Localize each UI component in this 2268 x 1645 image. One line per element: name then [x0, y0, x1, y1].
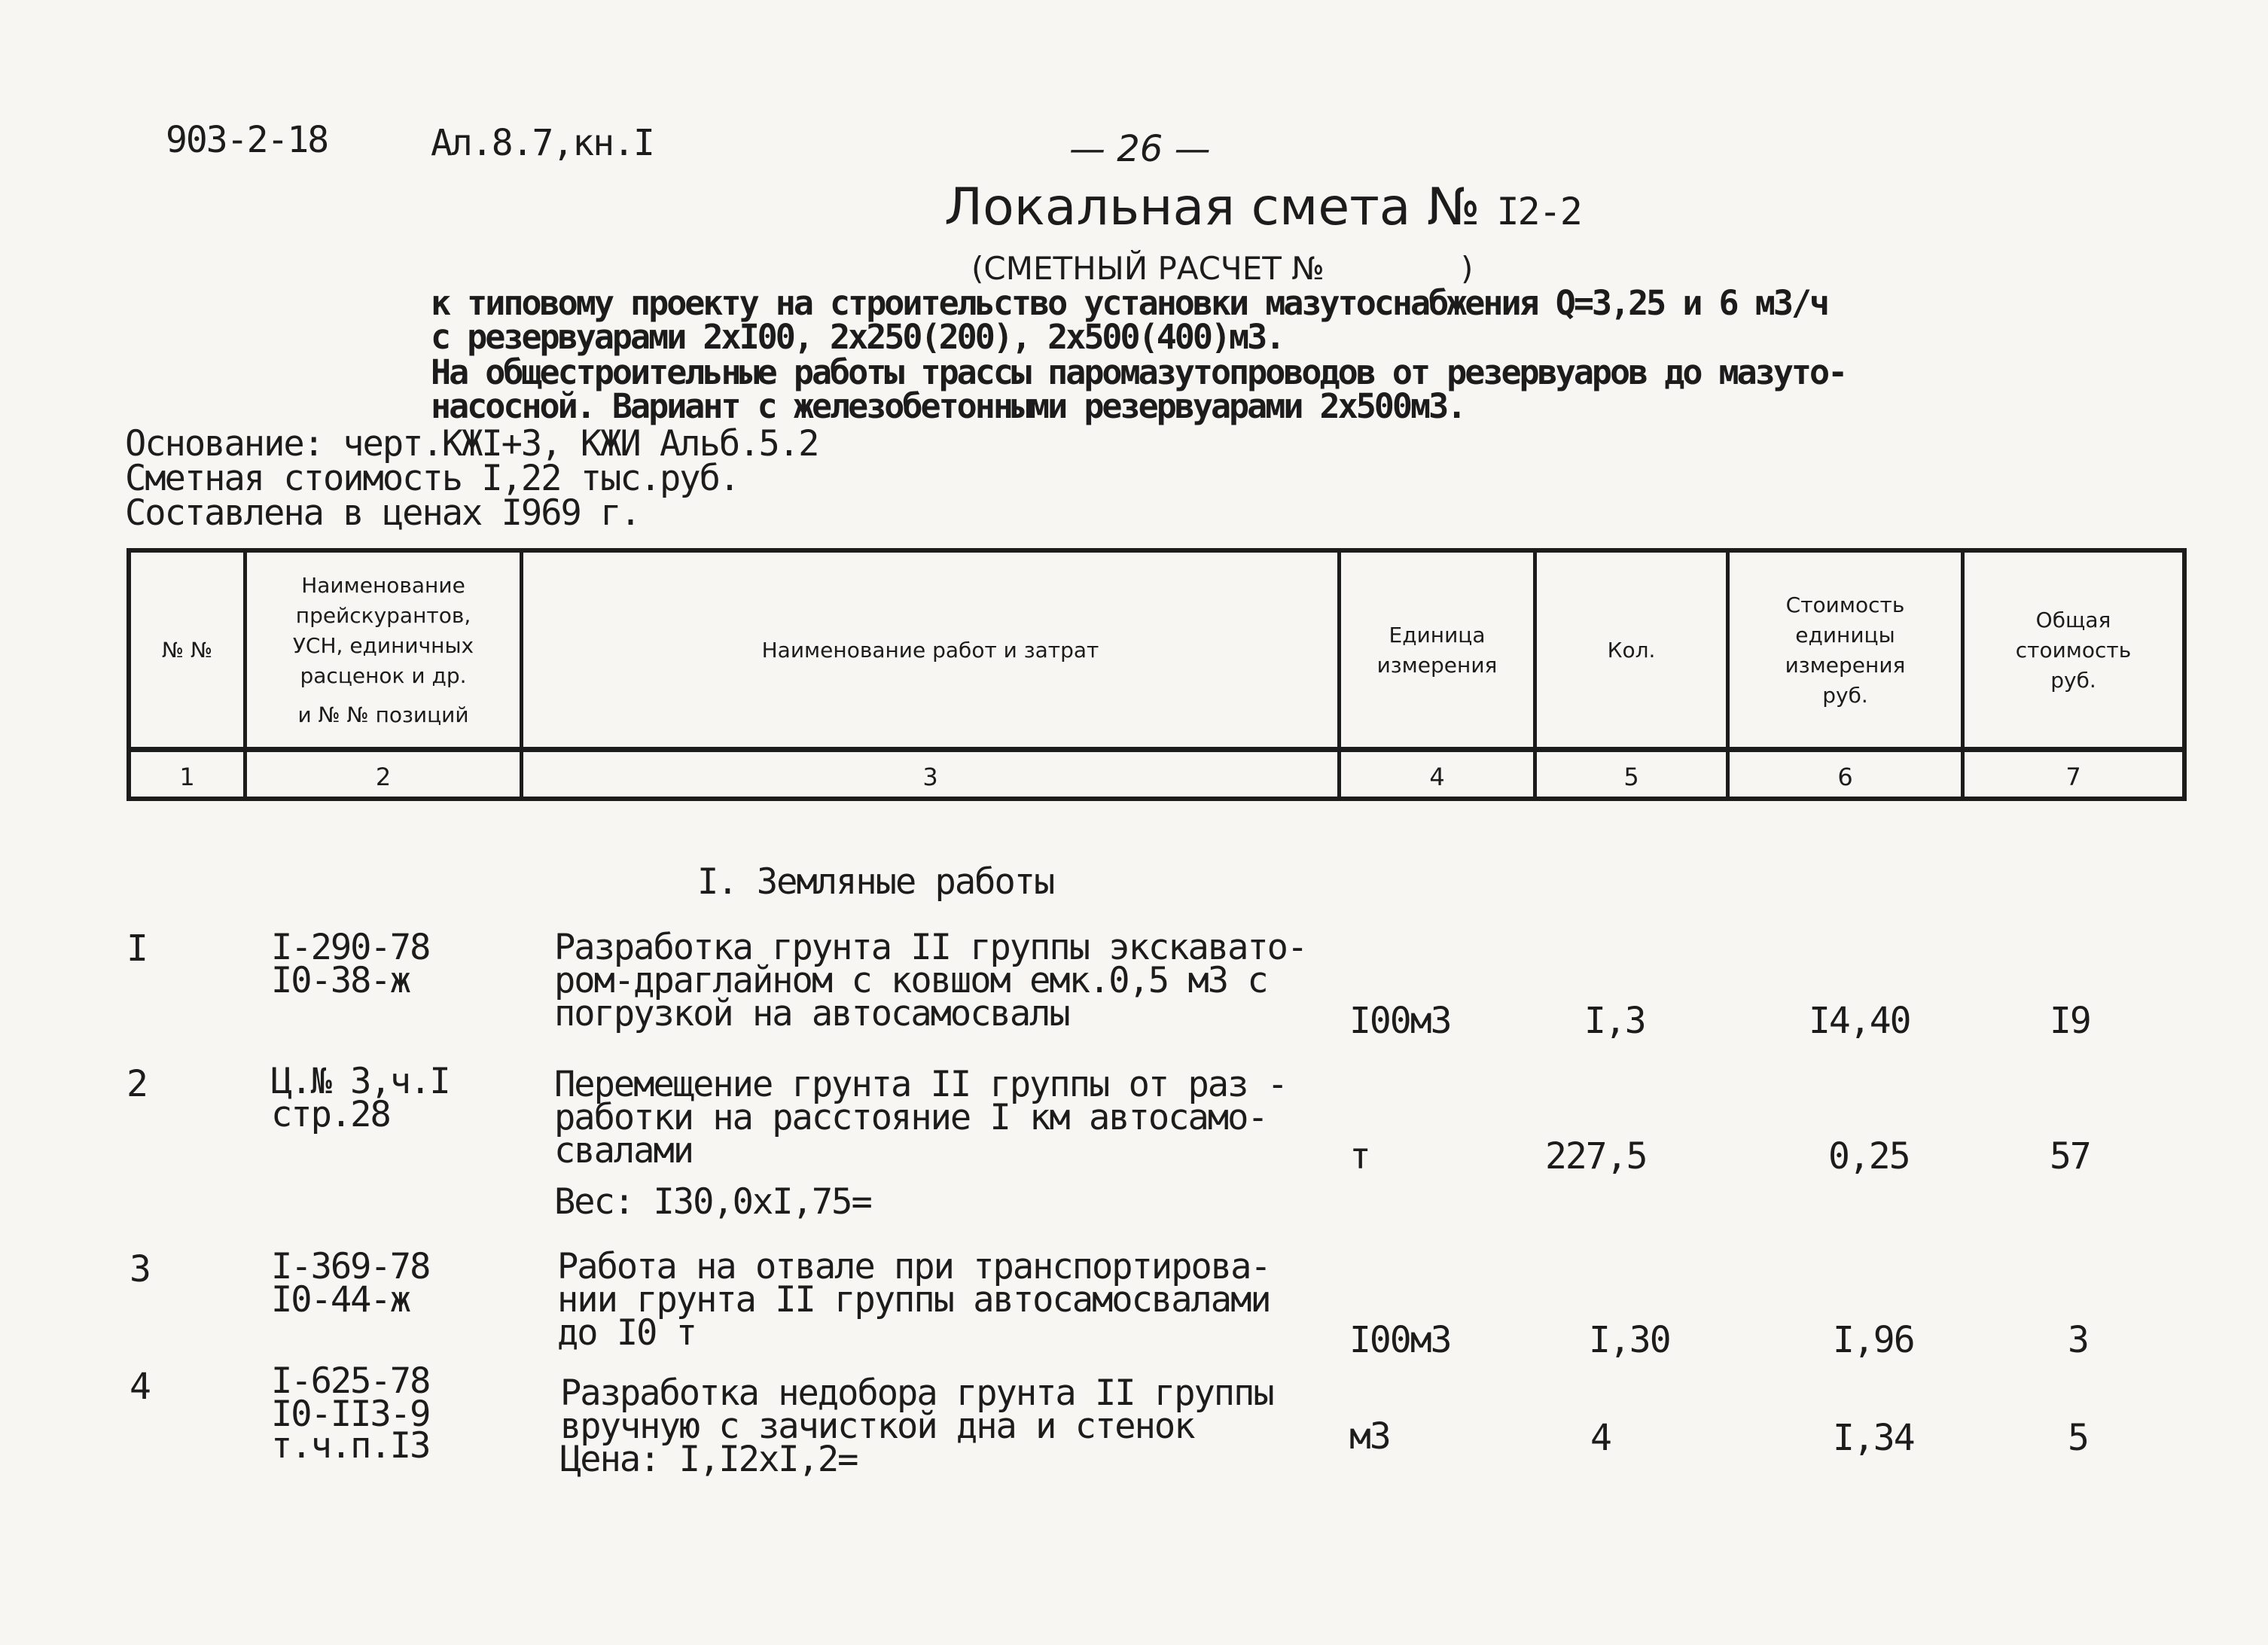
row-number: 2	[127, 1063, 147, 1105]
row-unit: I00м3	[1349, 1000, 1451, 1042]
row-quantity: I,30	[1589, 1319, 1670, 1361]
row-code: I0-44-ж	[271, 1279, 410, 1321]
row-unit: т	[1349, 1135, 1370, 1177]
col-header-codes	[247, 553, 520, 748]
header-line: единицы	[1795, 623, 1895, 647]
row-description: до I0 т	[557, 1312, 697, 1354]
row-description: работки на расстояние I км автосамо-	[554, 1097, 1267, 1138]
price-year-line: Составлена в ценах I969 г.	[125, 492, 640, 534]
intro-line: На общестроительные работы трассы паромазутопроводов от резервуаров до мазуто-	[431, 352, 1846, 392]
row-unit: м3	[1349, 1415, 1390, 1458]
row-code: т.ч.п.I3	[271, 1425, 430, 1467]
col-number: 4	[1429, 763, 1445, 791]
row-code: I0-38-ж	[271, 960, 410, 1001]
row-code: I-290-78	[271, 927, 430, 968]
row-quantity: I,3	[1584, 1000, 1645, 1042]
header-line: Стоимость	[1785, 593, 1905, 617]
header-line: прейскурантов,	[295, 603, 471, 628]
row-unit-cost: 0,25	[1828, 1135, 1910, 1177]
row-unit-cost: I4,40	[1809, 1000, 1910, 1042]
album-reference: Ал.8.7,кн.I	[431, 122, 654, 164]
header-line: руб.	[2050, 668, 2096, 693]
row-total: 5	[2068, 1417, 2088, 1459]
row-description: Работа на отвале при транспортирова-	[557, 1246, 1270, 1287]
col-header-total-cost	[1965, 553, 2182, 748]
header-line: Наименование	[301, 573, 465, 598]
col-header-works: Наименование работ и затрат	[761, 638, 1099, 663]
header-line: Общая	[2035, 608, 2111, 632]
header-line: Единица	[1389, 623, 1486, 647]
row-description: Перемещение грунта II группы от раз -	[554, 1064, 1287, 1105]
row-description: свалами	[554, 1130, 694, 1171]
row-quantity: 227,5	[1545, 1135, 1647, 1177]
col-header-quantity: Кол.	[1607, 638, 1656, 663]
title-text: Локальная смета №	[944, 178, 1480, 237]
row-description: вручную с зачисткой дна и стенок	[560, 1406, 1194, 1447]
col-header-unit	[1341, 553, 1533, 748]
row-code: I-369-78	[271, 1246, 430, 1287]
row-description: погрузкой на автосамосвалы	[554, 993, 1069, 1034]
header-line: и № № позиций	[297, 702, 469, 727]
row-note: Вес: I30,0xI,75=	[554, 1181, 871, 1223]
basis-line: Основание: черт.КЖI+3, КЖИ Альб.5.2	[125, 423, 818, 465]
section-title: I. Земляные работы	[697, 861, 1054, 903]
calc-number-close: )	[1461, 250, 1474, 287]
calc-number-label: (СМЕТНЫЙ РАСЧЕТ №	[971, 250, 1325, 287]
intro-line: насосной. Вариант с железобетонными резервуарами 2x500м3.	[431, 386, 1465, 426]
row-code: Ц.№ 3,ч.I	[271, 1061, 450, 1102]
col-header-unit-cost	[1730, 553, 1961, 748]
header-line: измерения	[1376, 653, 1498, 678]
row-description: нии грунта II группы автосамосвалами	[557, 1279, 1270, 1321]
header-line: измерения	[1785, 653, 1906, 678]
row-description: ром-драглайном с ковшом емк.0,5 м3 с	[554, 960, 1267, 1001]
row-number: 3	[130, 1248, 150, 1290]
page-number: — 26 —	[1069, 128, 1211, 170]
row-total: 3	[2068, 1319, 2088, 1361]
row-total: 57	[2050, 1135, 2090, 1177]
intro-line: с резервуарами 2xI00, 2x250(200), 2x500(400)м3.	[431, 317, 1284, 357]
row-price-note: Цена: I,I2xI,2=	[560, 1439, 858, 1480]
row-number: 4	[130, 1366, 150, 1408]
row-total: I9	[2050, 1000, 2090, 1042]
row-unit-cost: I,34	[1833, 1417, 1914, 1459]
document-code: 903-2-18	[166, 119, 328, 161]
row-unit: I00м3	[1349, 1319, 1451, 1361]
col-header-number: № №	[161, 638, 213, 663]
header-line: стоимость	[2015, 638, 2132, 663]
col-number: 2	[375, 763, 392, 791]
row-code: стр.28	[271, 1094, 390, 1135]
row-description: Разработка недобора грунта II группы	[560, 1372, 1273, 1414]
row-code: I-625-78	[271, 1360, 430, 1402]
row-description: Разработка грунта II группы экскавато-	[554, 927, 1307, 968]
row-unit-cost: I,96	[1833, 1319, 1914, 1361]
title-number: I2-2	[1496, 190, 1581, 233]
row-quantity: 4	[1590, 1417, 1611, 1459]
estimated-cost-line: Сметная стоимость I,22 тыс.руб.	[125, 458, 739, 499]
header-line: руб.	[1822, 683, 1868, 708]
col-number: 6	[1837, 763, 1853, 791]
col-number: 3	[922, 763, 938, 791]
intro-line: к типовому проекту на строительство установки мазутоснабжения Q=3,25 и 6 м3/ч	[431, 283, 1828, 323]
row-code: I0-II3-9	[271, 1394, 430, 1435]
col-number: 1	[179, 763, 195, 791]
estimate-table-header	[127, 548, 2187, 801]
page-title	[944, 178, 1581, 237]
col-number: 5	[1623, 763, 1639, 791]
header-line: расценок и др.	[300, 663, 467, 688]
header-line: УСН, единичных	[292, 633, 474, 658]
col-number: 7	[2065, 763, 2081, 791]
row-number: I	[127, 928, 147, 970]
